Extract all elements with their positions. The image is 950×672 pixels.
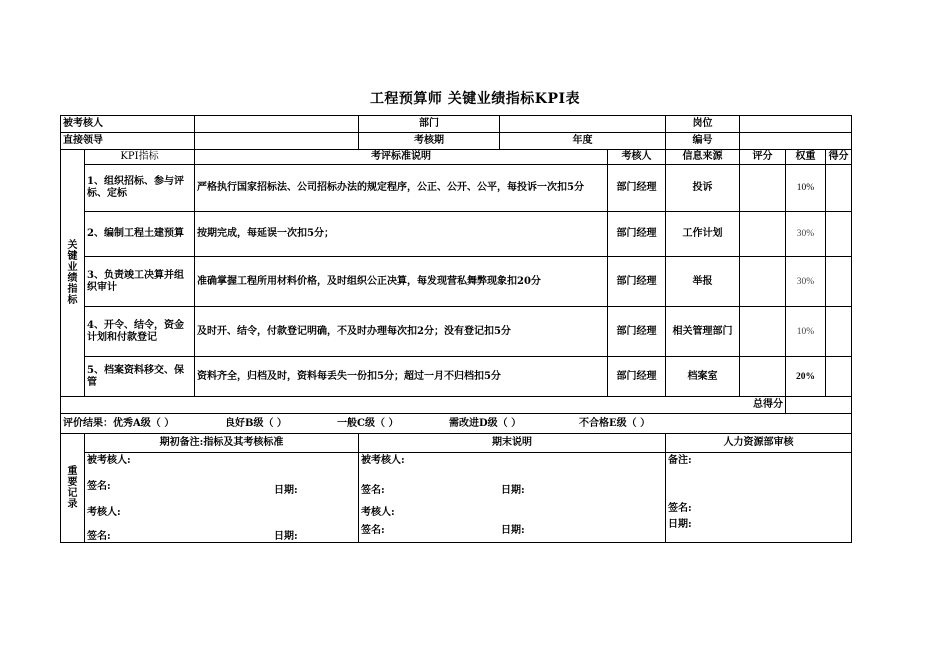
leader-label: 直接领导 [61, 133, 195, 150]
evaluation-label: 评价结果： [63, 417, 113, 429]
hr-remark-label: 备注: [668, 455, 692, 466]
hr-review-block[interactable] [666, 453, 852, 543]
initial-sign1-label: 签名: [87, 481, 111, 492]
total-score-label: 总得分 [61, 397, 786, 414]
kpi-name: 1、组织招标、参与评标、定标 [85, 165, 195, 212]
initial-date1-label: 日期: [274, 485, 298, 496]
grade-a-option[interactable]: 优秀A级（ ） [113, 417, 175, 429]
hr-sign-label: 签名: [668, 503, 692, 514]
col-source: 信息来源 [666, 150, 740, 165]
leader-value[interactable] [195, 133, 359, 150]
kpi-criteria: 准确掌握工程所用材料价格，及时组织公正决算，每发现营私舞弊现象扣20分 [195, 257, 608, 307]
kpi-criteria: 严格执行国家招标法、公司招标办法的规定程序，公正、公开、公平，每投诉一次扣5分 [195, 165, 608, 212]
table-row [61, 165, 852, 212]
col-criteria: 考评标准说明 [195, 150, 608, 165]
kpi-source: 相关管理部门 [666, 307, 740, 357]
grade-e-option[interactable]: 不合格E级（ ） [579, 417, 651, 429]
final-sign1-label: 签名: [361, 485, 385, 496]
kpi-assessor: 部门经理 [608, 212, 666, 257]
kpi-score[interactable] [826, 257, 852, 307]
kpi-source: 档案室 [666, 357, 740, 397]
kpi-source: 举报 [666, 257, 740, 307]
kpi-assessor: 部门经理 [608, 165, 666, 212]
kpi-assessor: 部门经理 [608, 357, 666, 397]
initial-date2-label: 日期: [274, 531, 298, 542]
kpi-source: 投诉 [666, 165, 740, 212]
year-label: 年度 [500, 133, 666, 150]
kpi-criteria: 资料齐全，归档及时，资料每丢失一份扣5分；超过一月不归档扣5分 [195, 357, 608, 397]
col-score: 得分 [826, 150, 852, 165]
grade-d-option[interactable]: 需改进D级（ ） [449, 417, 522, 429]
kpi-rating[interactable] [740, 257, 786, 307]
final-assessor-label: 考核人: [361, 507, 395, 518]
kpi-table [60, 115, 852, 543]
kpi-weight: 10% [786, 165, 826, 212]
initial-assessee-label: 被考核人: [87, 455, 131, 466]
col-rating: 评分 [740, 150, 786, 165]
table-row [61, 212, 852, 257]
kpi-score[interactable] [826, 212, 852, 257]
final-date1-label: 日期: [501, 485, 525, 496]
kpi-score[interactable] [826, 307, 852, 357]
kpi-weight: 20% [786, 357, 826, 397]
kpi-rating[interactable] [740, 357, 786, 397]
kpi-weight: 30% [786, 257, 826, 307]
col-kpi: KPI指标 [85, 150, 195, 165]
kpi-name: 3、负责竣工决算并组织审计 [85, 257, 195, 307]
records-col2-title: 期末说明 [359, 434, 666, 453]
kpi-section-label: 关 键 业 绩 指 标 [61, 150, 85, 397]
page-title: 工程预算师 关键业绩指标KPI表 [369, 91, 581, 107]
total-score-value[interactable] [786, 397, 852, 414]
grade-b-option[interactable]: 良好B级（ ） [225, 417, 287, 429]
final-date2-label: 日期: [501, 525, 525, 536]
kpi-assessor: 部门经理 [608, 257, 666, 307]
kpi-name: 5、档案资料移交、保管 [85, 357, 195, 397]
initial-sign2-label: 签名: [87, 531, 111, 542]
initial-assessor-label: 考核人: [87, 507, 121, 518]
kpi-criteria: 及时开、结令，付款登记明确，不及时办理每次扣2分；没有登记扣5分 [195, 307, 608, 357]
kpi-score[interactable] [826, 357, 852, 397]
kpi-name: 4、开令、结令，资金计划和付款登记 [85, 307, 195, 357]
kpi-source: 工作计划 [666, 212, 740, 257]
final-notes-block[interactable] [359, 453, 666, 543]
table-row [61, 257, 852, 307]
table-row [61, 357, 852, 397]
assessee-label: 被考核人 [61, 116, 195, 133]
dept-value[interactable] [500, 116, 666, 133]
period-label: 考核期 [359, 133, 500, 150]
kpi-score[interactable] [826, 165, 852, 212]
post-label: 岗位 [666, 116, 740, 133]
kpi-weight: 30% [786, 212, 826, 257]
final-assessee-label: 被考核人: [361, 455, 405, 466]
evaluation-result [61, 414, 852, 434]
grade-c-option[interactable]: 一般C级（ ） [337, 417, 399, 429]
hr-date-label: 日期: [668, 519, 692, 530]
kpi-assessor: 部门经理 [608, 307, 666, 357]
kpi-rating[interactable] [740, 212, 786, 257]
initial-notes-block[interactable] [85, 453, 359, 543]
assessee-value[interactable] [195, 116, 359, 133]
number-label: 编号 [666, 133, 740, 150]
dept-label: 部门 [359, 116, 500, 133]
kpi-rating[interactable] [740, 165, 786, 212]
kpi-sheet [60, 115, 851, 543]
kpi-criteria: 按期完成，每延误一次扣5分； [195, 212, 608, 257]
kpi-name: 2、编制工程土建预算 [85, 212, 195, 257]
col-assessor: 考核人 [608, 150, 666, 165]
records-col1-title: 期初备注:指标及其考核标准 [85, 434, 359, 453]
final-sign2-label: 签名: [361, 525, 385, 536]
number-value[interactable] [740, 133, 852, 150]
post-value[interactable] [740, 116, 852, 133]
col-weight: 权重 [786, 150, 826, 165]
table-row [61, 307, 852, 357]
kpi-rating[interactable] [740, 307, 786, 357]
kpi-weight: 10% [786, 307, 826, 357]
records-section-label: 重 要 记 录 [61, 434, 85, 543]
records-col3-title: 人力资源部审核 [666, 434, 852, 453]
